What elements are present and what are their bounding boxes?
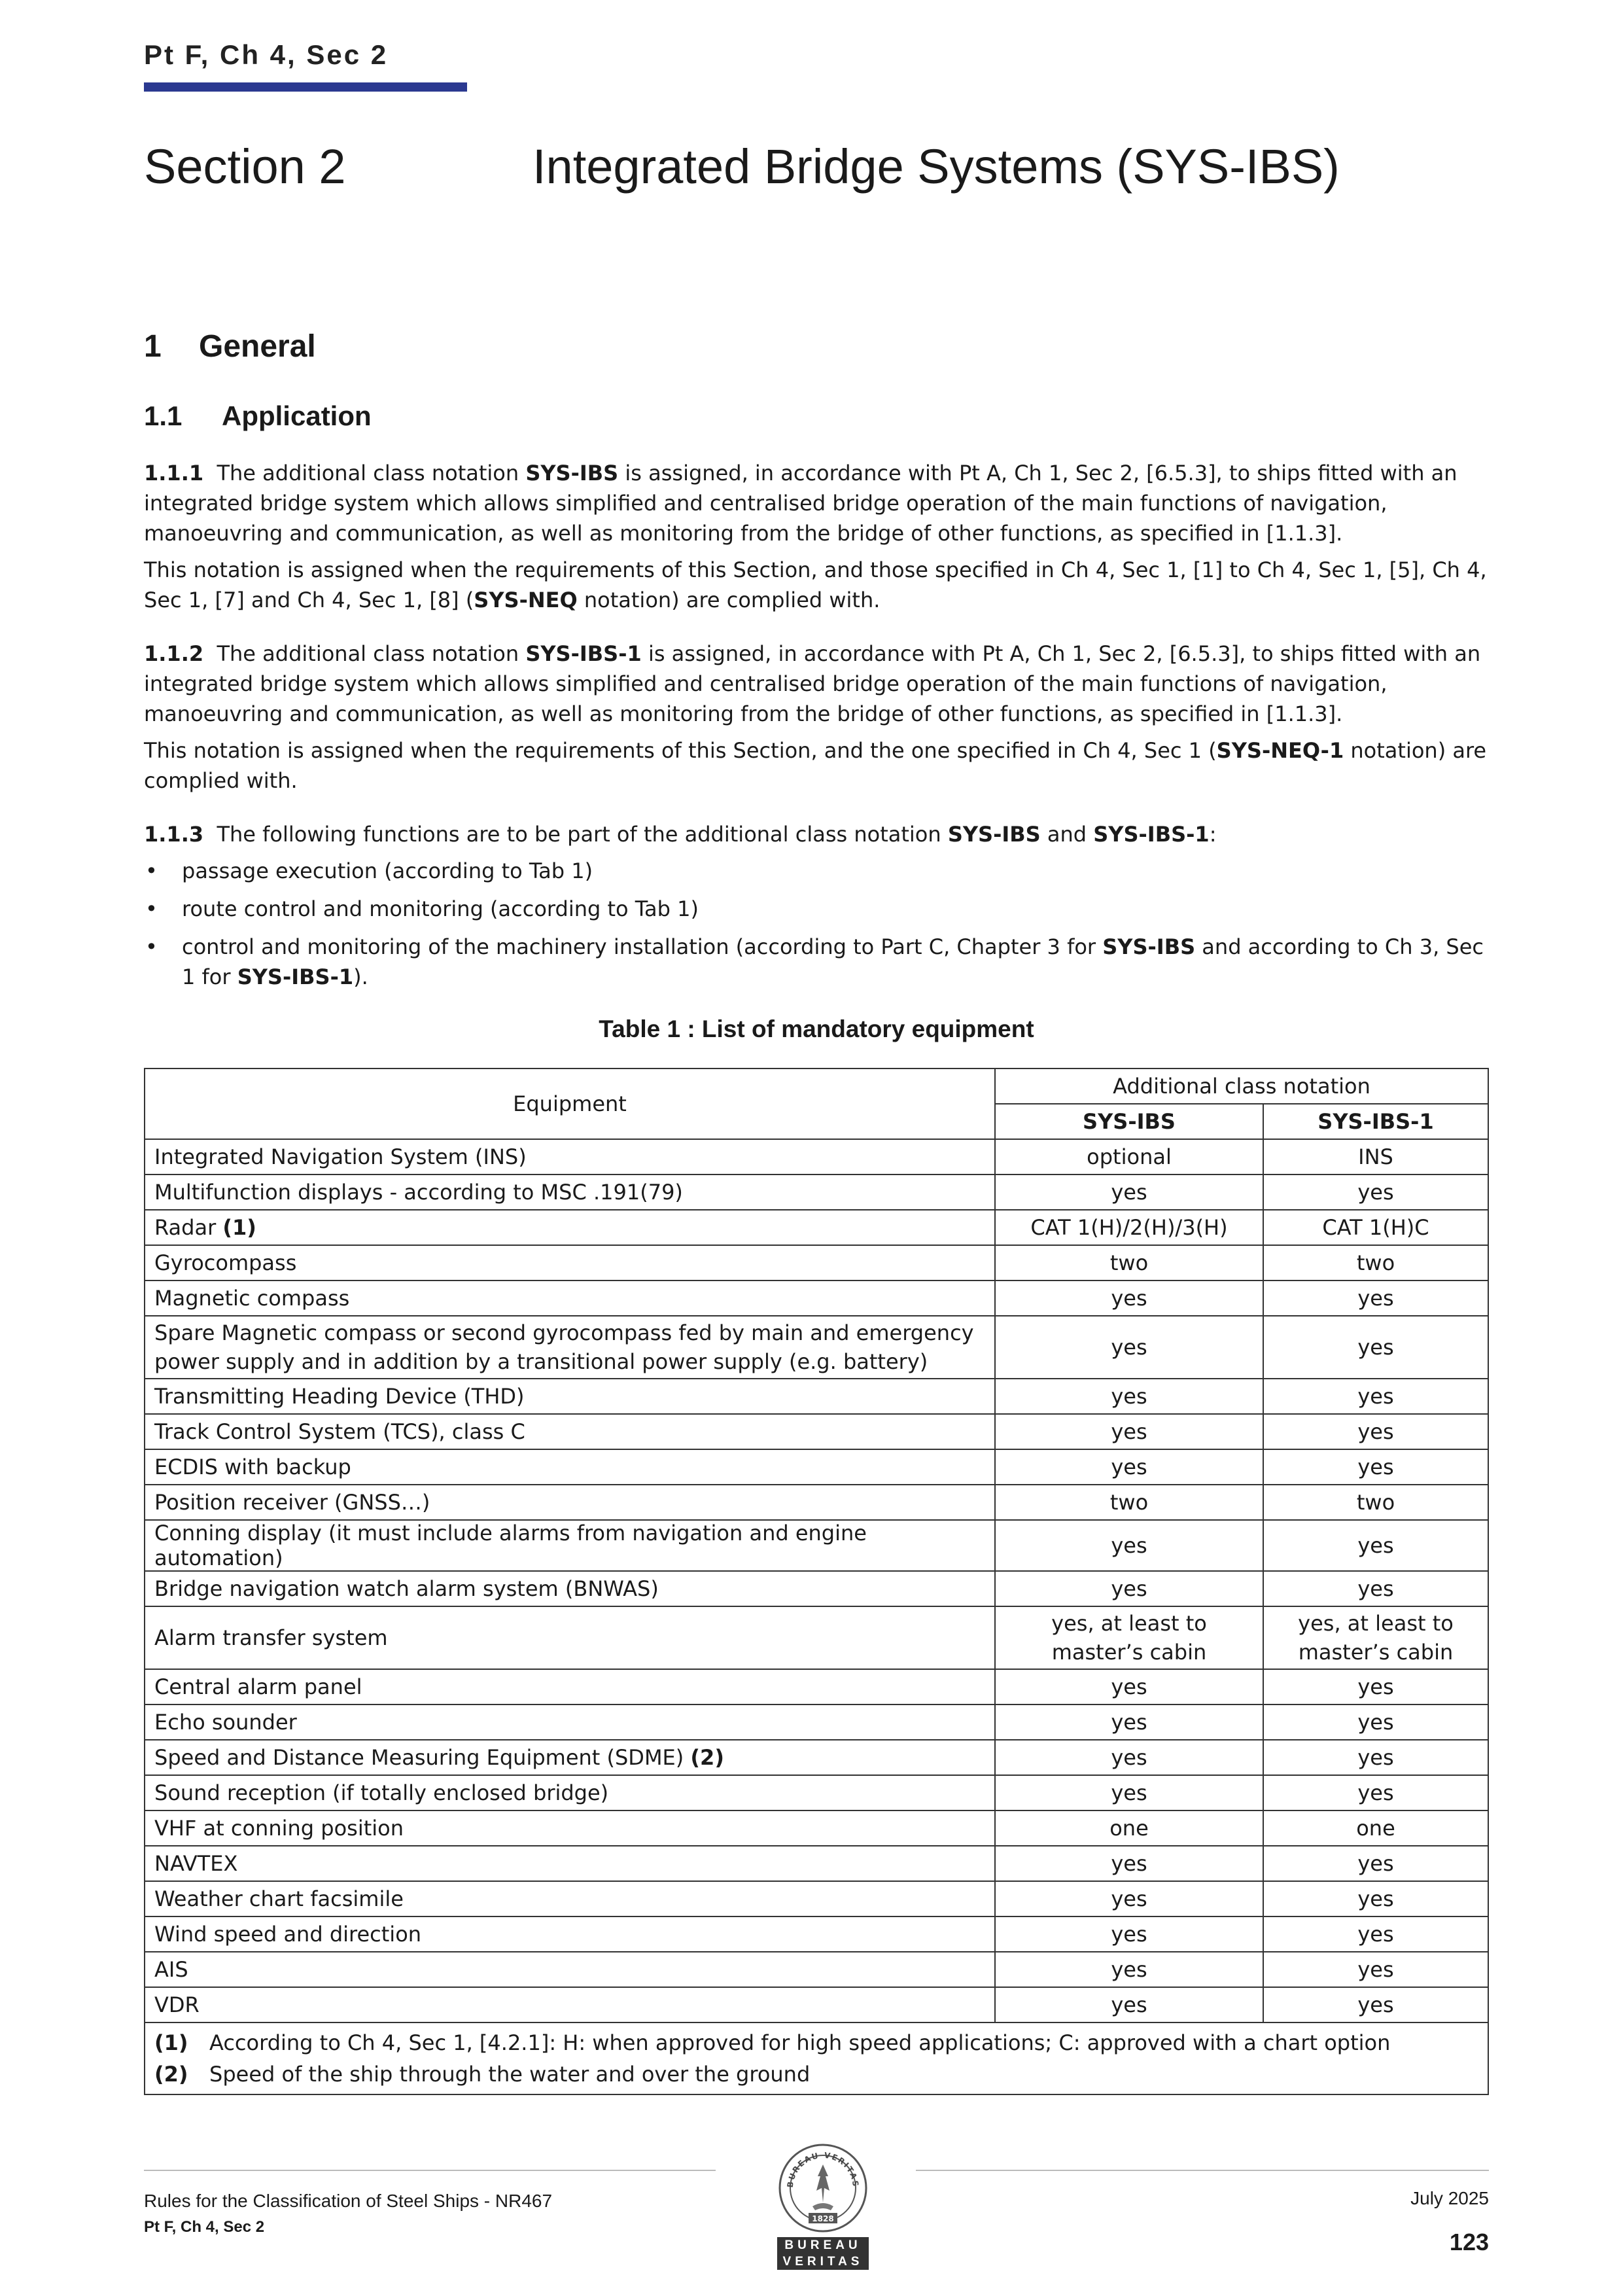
text-run: The following functions are to be part of the additional class notation: [217, 822, 948, 847]
bullet-icon: •: [145, 896, 158, 921]
cell-equipment: [145, 1916, 995, 1952]
cell-sys-ibs: yes, at least to master’s cabin: [995, 1606, 1263, 1669]
text-run: notation) are complied with.: [577, 588, 881, 612]
cell-equipment: [145, 1245, 995, 1280]
notation-name: SYS-NEQ-1: [1216, 738, 1344, 763]
cell-sys-ibs: yes: [995, 1916, 1263, 1952]
notation-name: SYS-IBS: [1102, 934, 1196, 959]
table-note: [154, 2027, 1478, 2058]
clause-paragraph: [144, 639, 1489, 729]
cell-sys-ibs: yes: [995, 1520, 1263, 1571]
clause-1-1-1: [144, 458, 1489, 615]
cell-sys-ibs-1: yes: [1263, 1520, 1488, 1571]
table-row: [145, 1316, 1488, 1379]
seal-year: 1828: [812, 2214, 834, 2223]
mandatory-equipment-table: [144, 1068, 1489, 2095]
table-row: [145, 1520, 1488, 1571]
table-row: [145, 1245, 1488, 1280]
cell-sys-ibs-1: yes: [1263, 1775, 1488, 1810]
cell-equipment: [145, 1210, 995, 1245]
cell-equipment: [145, 1485, 995, 1520]
table-body: [145, 1139, 1488, 2022]
cell-sys-ibs-1: INS: [1263, 1139, 1488, 1174]
cell-equipment: [145, 1139, 995, 1174]
cell-text: Alarm transfer system: [154, 1625, 388, 1650]
clause-number: 1.1.2: [144, 641, 204, 666]
cell-equipment: [145, 1669, 995, 1704]
cell-sys-ibs: CAT 1(H)/2(H)/3(H): [995, 1210, 1263, 1245]
cell-equipment: [145, 1280, 995, 1316]
list-item: [144, 856, 1489, 886]
cell-text: Magnetic compass: [154, 1286, 350, 1311]
cell-sys-ibs: yes: [995, 1846, 1263, 1881]
clause-paragraph: [144, 819, 1489, 849]
cell-text: Spare Magnetic compass or second gyrocompass fed by main and emergency power supply and in addition by a transitional power supply (e.g. battery): [154, 1320, 974, 1374]
table-row: [145, 1669, 1488, 1704]
cell-sys-ibs: yes: [995, 1704, 1263, 1740]
heading-text: Application: [222, 400, 372, 431]
text-run: is assigned, in accordance with Pt A, Ch 1, Sec 2, [6.5.3], to ships fitted with an integrated bridge system which allows simplified and centralised bridge operation of the main functions of navigation, manoeuvring and communication, as well as monitoring from the bridge of other functions, as specified in [1.1.3].: [144, 461, 1457, 546]
seal-text: BUREAU VERITAS: [785, 2150, 861, 2189]
cell-sys-ibs: yes: [995, 1280, 1263, 1316]
clause-paragraph: [144, 735, 1489, 796]
table-row: [145, 1916, 1488, 1952]
seal-icon: [777, 2142, 869, 2234]
cell-text: Transmitting Heading Device (THD): [154, 1384, 525, 1409]
logo-line: BUREAU: [784, 2238, 862, 2252]
list-item-text: passage execution (according to Tab 1): [182, 858, 593, 883]
table-row: [145, 1740, 1488, 1775]
cell-sys-ibs-1: two: [1263, 1245, 1488, 1280]
footer-reference: Pt F, Ch 4, Sec 2: [144, 2218, 265, 2236]
cell-text: Wind speed and direction: [154, 1922, 422, 1947]
list-item-text: route control and monitoring (according to Tab 1): [182, 896, 699, 921]
cell-sys-ibs-1: yes: [1263, 1316, 1488, 1379]
cell-equipment: [145, 1810, 995, 1846]
heading-application: [144, 400, 372, 432]
cell-sys-ibs: yes: [995, 1174, 1263, 1210]
cell-equipment: [145, 1316, 995, 1379]
logo-line: VERITAS: [782, 2255, 864, 2269]
bullet-icon: •: [145, 858, 158, 883]
footnote-ref: (1): [222, 1215, 256, 1240]
table-row: [145, 1881, 1488, 1916]
cell-sys-ibs: yes: [995, 1414, 1263, 1449]
footer-left: [144, 2188, 552, 2240]
table-row: [145, 1139, 1488, 1174]
table-row: [145, 1414, 1488, 1449]
clause-1-1-2: [144, 639, 1489, 796]
cell-text: Weather chart facsimile: [154, 1886, 404, 1911]
cell-sys-ibs-1: yes: [1263, 1846, 1488, 1881]
cell-text: AIS: [154, 1957, 188, 1982]
section-title: Integrated Bridge Systems (SYS-IBS): [532, 139, 1340, 194]
cell-sys-ibs: yes: [995, 1669, 1263, 1704]
notation-name: SYS-IBS-1: [1093, 822, 1210, 847]
cell-sys-ibs-1: yes: [1263, 1379, 1488, 1414]
note-text: Speed of the ship through the water and over the ground: [209, 2062, 811, 2087]
cell-equipment: [145, 1606, 995, 1669]
table-row: [145, 1846, 1488, 1881]
table-row: [145, 1952, 1488, 1987]
cell-text: Bridge navigation watch alarm system (BNWAS): [154, 1576, 659, 1601]
cell-text: Sound reception (if totally enclosed bridge): [154, 1780, 609, 1805]
table-note: [154, 2058, 1478, 2090]
cell-text: ECDIS with backup: [154, 1455, 351, 1479]
cell-equipment: [145, 1571, 995, 1606]
column-header-sys-ibs-1: SYS-IBS-1: [1263, 1104, 1488, 1139]
cell-text: Echo sounder: [154, 1710, 297, 1735]
list-item: [144, 894, 1489, 924]
section-number: Section 2: [144, 139, 346, 194]
cell-equipment: [145, 1520, 995, 1571]
cell-equipment: [145, 1952, 995, 1987]
cell-sys-ibs-1: two: [1263, 1485, 1488, 1520]
cell-sys-ibs-1: yes: [1263, 1916, 1488, 1952]
function-list: [144, 856, 1489, 992]
table-row: [145, 1606, 1488, 1669]
cell-text: Speed and Distance Measuring Equipment (SDME): [154, 1745, 691, 1770]
text-run: ).: [353, 964, 368, 989]
cell-sys-ibs: yes: [995, 1881, 1263, 1916]
note-number: (1): [154, 2030, 188, 2055]
cell-sys-ibs-1: yes: [1263, 1952, 1488, 1987]
table-row: [145, 1210, 1488, 1245]
cell-sys-ibs: yes: [995, 1775, 1263, 1810]
text-run: control and monitoring of the machinery installation (according to Part C, Chapter 3 for: [182, 934, 1103, 959]
footer-divider-left: [144, 2170, 716, 2171]
header-accent-bar: [144, 82, 467, 92]
cell-sys-ibs-1: yes: [1263, 1704, 1488, 1740]
cell-sys-ibs-1: one: [1263, 1810, 1488, 1846]
page-number: 123: [1449, 2229, 1489, 2255]
cell-text: NAVTEX: [154, 1851, 238, 1876]
text-run: The additional class notation: [217, 461, 526, 486]
clause-number: 1.1.1: [144, 461, 204, 486]
text-run: This notation is assigned when the requirements of this Section, and those specified in Ch 4, Sec 1, [1] to Ch 4, Sec 1, [5], Ch 4, Sec 1, [7] and Ch 4, Sec 1, [8] (: [144, 557, 1487, 612]
cell-sys-ibs: two: [995, 1485, 1263, 1520]
table-row: [145, 1379, 1488, 1414]
footer-date: July 2025: [1410, 2188, 1489, 2208]
cell-text: Radar: [154, 1215, 223, 1240]
cell-equipment: [145, 1881, 995, 1916]
cell-sys-ibs-1: yes: [1263, 1174, 1488, 1210]
notation-name: SYS-IBS-1: [525, 641, 642, 666]
heading-general: [144, 328, 316, 364]
cell-equipment: [145, 1704, 995, 1740]
column-header-group: Additional class notation: [995, 1069, 1488, 1104]
cell-text: VHF at conning position: [154, 1816, 404, 1841]
cell-sys-ibs: yes: [995, 1571, 1263, 1606]
notation-name: SYS-IBS-1: [237, 964, 354, 989]
table-caption: Table 1 : List of mandatory equipment: [599, 1016, 1034, 1042]
clause-1-1-3: [144, 819, 1489, 992]
list-item: [144, 932, 1489, 992]
cell-sys-ibs-1: CAT 1(H)C: [1263, 1210, 1488, 1245]
table-row: [145, 1987, 1488, 2022]
cell-sys-ibs: yes: [995, 1316, 1263, 1379]
table-row: [145, 1280, 1488, 1316]
cell-equipment: [145, 1174, 995, 1210]
cell-sys-ibs-1: yes: [1263, 1571, 1488, 1606]
notation-name: SYS-NEQ: [474, 588, 578, 612]
cell-sys-ibs: optional: [995, 1139, 1263, 1174]
bureau-veritas-logo: [777, 2142, 869, 2269]
column-header-sys-ibs: SYS-IBS: [995, 1104, 1263, 1139]
text-run: This notation is assigned when the requirements of this Section, and the one specified in Ch 4, Sec 1 (: [144, 738, 1217, 763]
notation-name: SYS-IBS: [947, 822, 1041, 847]
heading-text: General: [199, 329, 316, 364]
table-row: [145, 1704, 1488, 1740]
heading-number: 1: [144, 329, 162, 364]
cell-sys-ibs: one: [995, 1810, 1263, 1846]
notation-name: SYS-IBS: [525, 461, 619, 486]
cell-sys-ibs-1: yes: [1263, 1449, 1488, 1485]
cell-equipment: [145, 1379, 995, 1414]
cell-text: Conning display (it must include alarms from navigation and engine automation): [154, 1521, 867, 1570]
text-run: and: [1040, 822, 1094, 847]
table-row: [145, 1571, 1488, 1606]
cell-sys-ibs-1: yes: [1263, 1669, 1488, 1704]
cell-text: Multifunction displays - according to MSC .191(79): [154, 1180, 683, 1205]
table-row: [145, 1174, 1488, 1210]
cell-equipment: [145, 1775, 995, 1810]
table-row: [145, 1775, 1488, 1810]
table-row: [145, 1810, 1488, 1846]
page-header-reference: Pt F, Ch 4, Sec 2: [144, 39, 389, 70]
footer-rules-title: Rules for the Classification of Steel Ships - NR467: [144, 2191, 553, 2211]
clause-paragraph: [144, 458, 1489, 548]
text-run: notation) are complied with.: [144, 738, 1487, 793]
text-run: and according to Ch 3, Sec 1 for: [182, 934, 1484, 989]
table-notes: [145, 2022, 1488, 2094]
column-header-equipment: Equipment: [145, 1069, 995, 1139]
bullet-icon: •: [145, 934, 158, 959]
table-row: [145, 1485, 1488, 1520]
cell-equipment: [145, 1987, 995, 2022]
cell-text: Position receiver (GNSS…): [154, 1490, 430, 1515]
logo-wordmark: [777, 2237, 869, 2270]
text-run: :: [1209, 822, 1217, 847]
cell-sys-ibs: yes: [995, 1449, 1263, 1485]
cell-sys-ibs: yes: [995, 1987, 1263, 2022]
cell-equipment: [145, 1846, 995, 1881]
cell-sys-ibs-1: yes, at least to master’s cabin: [1263, 1606, 1488, 1669]
heading-number: 1.1: [144, 400, 183, 431]
cell-sys-ibs-1: yes: [1263, 1414, 1488, 1449]
cell-sys-ibs-1: yes: [1263, 1881, 1488, 1916]
cell-text: Central alarm panel: [154, 1674, 362, 1699]
cell-text: Integrated Navigation System (INS): [154, 1144, 527, 1169]
cell-text: Track Control System (TCS), class C: [154, 1419, 525, 1444]
cell-text: VDR: [154, 1992, 200, 2017]
cell-sys-ibs-1: yes: [1263, 1740, 1488, 1775]
text-run: The additional class notation: [217, 641, 526, 666]
cell-equipment: [145, 1740, 995, 1775]
clause-number: 1.1.3: [144, 822, 204, 847]
cell-sys-ibs: yes: [995, 1379, 1263, 1414]
cell-text: Gyrocompass: [154, 1250, 297, 1275]
cell-sys-ibs: two: [995, 1245, 1263, 1280]
note-text: According to Ch 4, Sec 1, [4.2.1]: H: when approved for high speed applications; C: approved with a chart option: [209, 2030, 1391, 2055]
cell-sys-ibs-1: yes: [1263, 1987, 1488, 2022]
note-number: (2): [154, 2062, 188, 2087]
cell-sys-ibs-1: yes: [1263, 1280, 1488, 1316]
text-run: is assigned, in accordance with Pt A, Ch 1, Sec 2, [6.5.3], to ships fitted with an integrated bridge system which allows simplified and centralised bridge operation of the main functions of navigation, manoeuvring and communication, as well as monitoring from the bridge of other functions, as specified in [1.1.3].: [144, 641, 1481, 726]
table-row: [145, 1449, 1488, 1485]
cell-equipment: [145, 1414, 995, 1449]
cell-sys-ibs: yes: [995, 1740, 1263, 1775]
footer-divider-right: [916, 2170, 1489, 2171]
cell-equipment: [145, 1449, 995, 1485]
cell-sys-ibs: yes: [995, 1952, 1263, 1987]
footnote-ref: (2): [690, 1745, 724, 1770]
clause-paragraph: [144, 555, 1489, 615]
